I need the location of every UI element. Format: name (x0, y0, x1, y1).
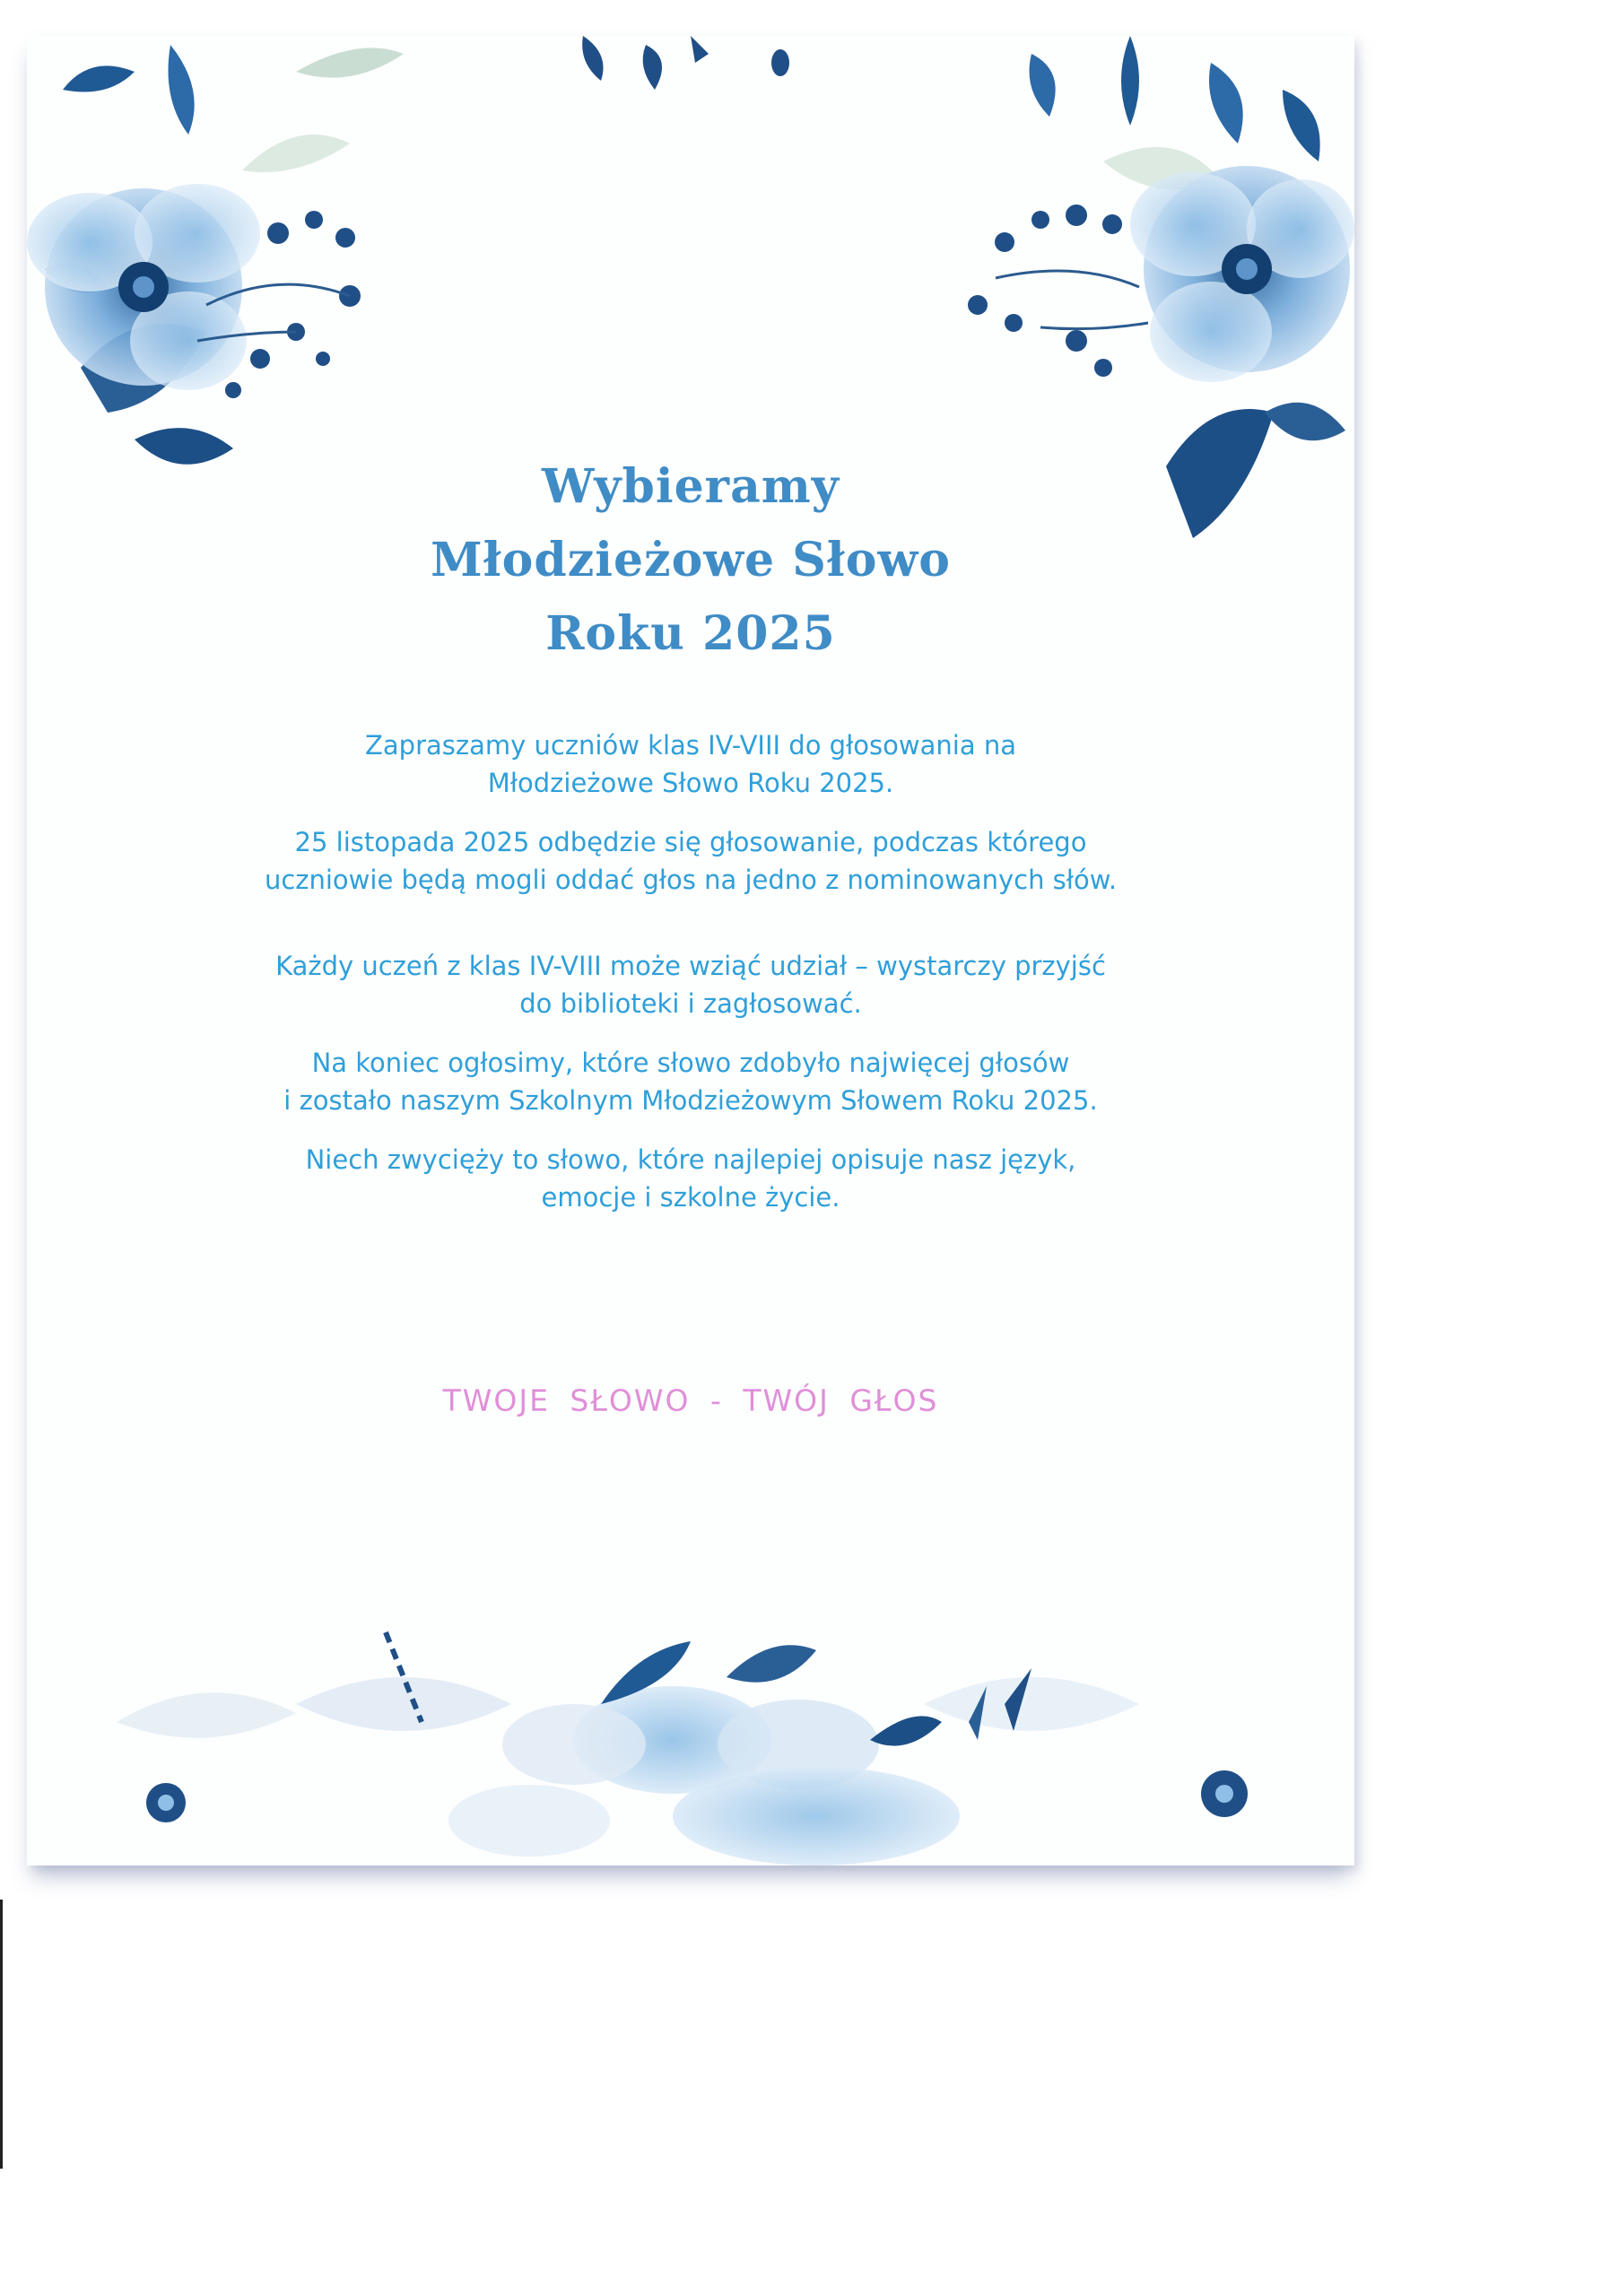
paragraph-participation (27, 947, 1354, 1022)
poster (27, 36, 1354, 1866)
bottom-floral-border-icon (117, 1632, 1248, 1866)
top-center-sprig-icon (582, 36, 789, 90)
paragraph-date (27, 823, 1354, 899)
poster-body (27, 726, 1354, 1238)
paragraph-closing (27, 1141, 1354, 1216)
title-line: Młodzieżowe Słowo (431, 533, 951, 587)
text-line: Niech zwycięży to słowo, które najlepiej opisuje nasz język, (305, 1144, 1076, 1175)
text-line: do biblioteki i zagłosować. (519, 988, 862, 1019)
text-line: Każdy uczeń z klas IV-VIII może wziąć udział – wystarczy przyjść (275, 951, 1106, 981)
text-line: Zapraszamy uczniów klas IV-VIII do głosowania na (365, 730, 1016, 761)
paragraph-invitation (27, 726, 1354, 802)
text-line: Na koniec ogłosimy, które słowo zdobyło najwięcej głosów (311, 1048, 1070, 1078)
text-line: emocje i szkolne życie. (541, 1182, 840, 1213)
top-left-flower-icon (27, 45, 404, 465)
text-line: uczniowie będą mogli oddać głos na jedno z nominowanych słów. (264, 865, 1118, 895)
poster-title (27, 450, 1354, 671)
text-line: 25 listopada 2025 odbędzie się głosowanie, podczas którego (294, 827, 1087, 857)
title-line: Wybieramy (542, 459, 840, 514)
text-line: i zostało naszym Szkolnym Młodzieżowym Słowem Roku 2025. (283, 1085, 1098, 1116)
paragraph-announcement (27, 1044, 1354, 1119)
slogan: TWOJE SŁOWO - TWÓJ GŁOS (442, 1383, 939, 1418)
title-line: Roku 2025 (545, 606, 836, 661)
text-line: Młodzieżowe Słowo Roku 2025. (487, 768, 894, 798)
scan-edge-line (0, 1900, 3, 2169)
